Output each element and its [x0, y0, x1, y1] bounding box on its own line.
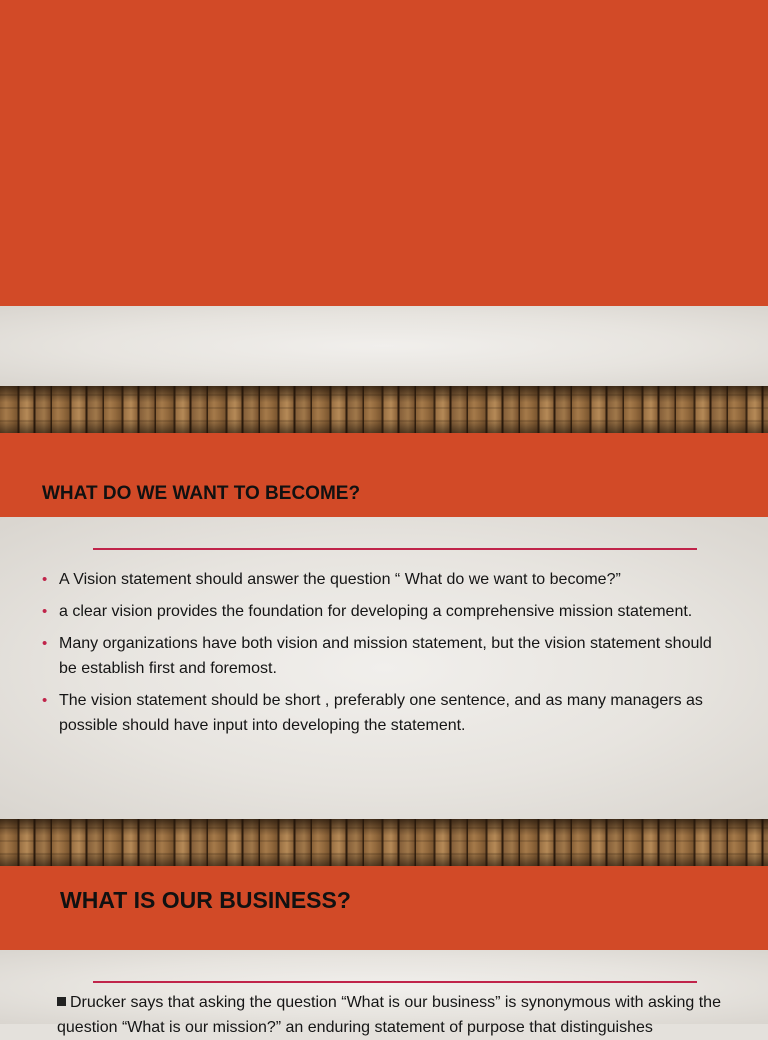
slide-2-header-bar — [0, 433, 768, 517]
list-item: • The vision statement should be short , preferably one sentence, and as many managers as possible should have input into developing the statement. — [40, 688, 730, 738]
wood-floor-divider — [0, 819, 768, 866]
heading-underline-rule — [93, 981, 697, 983]
drucker-text: Drucker says that asking the question “What is our business” is synonymous with asking the question “What is our mission?” an enduring statement of purpose that distinguishes — [57, 994, 721, 1036]
slide-3-header-bar — [0, 866, 768, 950]
slide-3-heading: WHAT IS OUR BUSINESS? — [60, 887, 351, 913]
drucker-paragraph — [57, 990, 737, 1040]
vision-bullet-list — [40, 567, 730, 745]
list-item: • a clear vision provides the foundation for developing a comprehensive mission statement. — [40, 599, 730, 624]
list-item: • Many organizations have both vision and mission statement, but the vision statement should be establish first and foremost. — [40, 631, 730, 681]
square-bullet-icon — [57, 997, 66, 1006]
title-banner — [0, 0, 768, 306]
slide-1-body — [0, 306, 768, 386]
list-item: • A Vision statement should answer the question “ What do we want to become?” — [40, 567, 730, 592]
heading-underline-rule — [93, 548, 697, 550]
wood-floor-divider — [0, 386, 768, 433]
slide-2-heading: WHAT DO WE WANT TO BECOME? — [42, 483, 361, 504]
